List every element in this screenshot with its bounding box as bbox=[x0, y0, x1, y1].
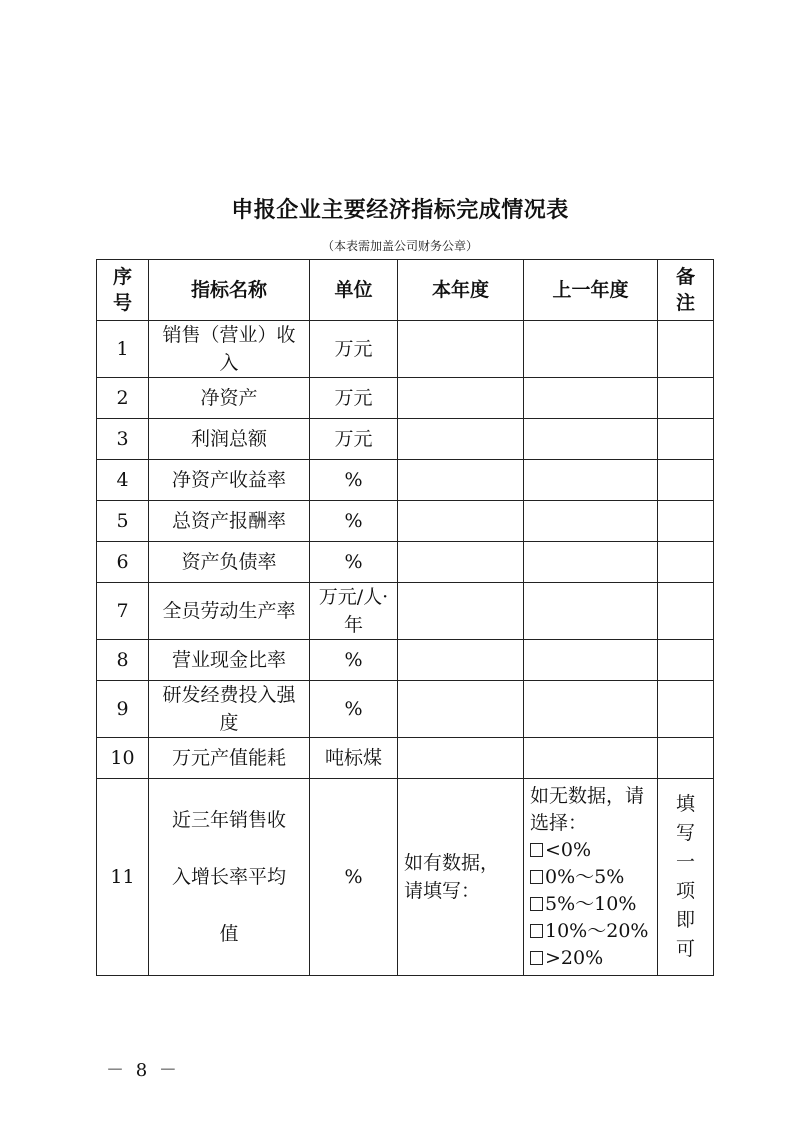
table-row bbox=[97, 460, 714, 501]
row-name: 利润总额 bbox=[149, 419, 310, 460]
last-year-cell[interactable] bbox=[524, 321, 658, 378]
header-this-year: 本年度 bbox=[398, 260, 524, 321]
row-seq: 11 bbox=[97, 779, 149, 976]
this-year-cell[interactable] bbox=[398, 419, 524, 460]
table-row bbox=[97, 681, 714, 738]
remark-cell[interactable] bbox=[658, 460, 714, 501]
row-seq: 8 bbox=[97, 640, 149, 681]
row-unit: 吨标煤 bbox=[310, 738, 398, 779]
row-seq: 4 bbox=[97, 460, 149, 501]
table-row bbox=[97, 419, 714, 460]
table-row bbox=[97, 542, 714, 583]
this-year-cell[interactable] bbox=[398, 738, 524, 779]
option-item[interactable]: 0%～5% bbox=[530, 864, 651, 891]
remark-note: 填写一项即可 bbox=[658, 779, 714, 976]
row-unit: % bbox=[310, 681, 398, 738]
header-unit: 单位 bbox=[310, 260, 398, 321]
row-seq: 3 bbox=[97, 419, 149, 460]
form-subtitle: （本表需加盖公司财务公章） bbox=[321, 239, 478, 253]
row-name-line: 入增长率平均 bbox=[171, 866, 286, 888]
row-unit: % bbox=[310, 640, 398, 681]
checkbox[interactable] bbox=[530, 924, 543, 938]
last-year-cell[interactable] bbox=[524, 738, 658, 779]
this-year-cell[interactable] bbox=[398, 460, 524, 501]
last-year-cell[interactable] bbox=[524, 378, 658, 419]
options-intro: 如无数据，请选择： bbox=[530, 784, 645, 834]
header-seq: 序号 bbox=[97, 260, 149, 321]
table-row bbox=[97, 378, 714, 419]
option-item[interactable]: >20% bbox=[530, 945, 651, 972]
page-number: － 8 － bbox=[106, 1060, 180, 1081]
row-seq: 9 bbox=[97, 681, 149, 738]
checkbox[interactable] bbox=[530, 897, 543, 911]
row-name: 净资产 bbox=[149, 378, 310, 419]
header-name: 指标名称 bbox=[149, 260, 310, 321]
remark-cell[interactable] bbox=[658, 738, 714, 779]
row-unit: % bbox=[310, 542, 398, 583]
row-seq: 10 bbox=[97, 738, 149, 779]
row-name: 万元产值能耗 bbox=[149, 738, 310, 779]
remark-cell[interactable] bbox=[658, 321, 714, 378]
row-unit: 万元 bbox=[310, 419, 398, 460]
row-name: 销售（营业）收入 bbox=[149, 321, 310, 378]
row-name: 全员劳动生产率 bbox=[149, 583, 310, 640]
row-name: 总资产报酬率 bbox=[149, 501, 310, 542]
header-row bbox=[97, 260, 714, 321]
row-name: 资产负债率 bbox=[149, 542, 310, 583]
row-name bbox=[149, 779, 310, 976]
table-row bbox=[97, 640, 714, 681]
this-year-instruction[interactable]: 如有数据，请填写： bbox=[398, 779, 524, 976]
row-seq: 6 bbox=[97, 542, 149, 583]
row-unit: 万元 bbox=[310, 321, 398, 378]
checkbox[interactable] bbox=[530, 870, 543, 884]
option-item[interactable]: 10%～20% bbox=[530, 918, 651, 945]
option-item[interactable]: <0% bbox=[530, 837, 651, 864]
row-seq: 5 bbox=[97, 501, 149, 542]
this-year-cell[interactable] bbox=[398, 321, 524, 378]
row-seq: 2 bbox=[97, 378, 149, 419]
row-seq: 7 bbox=[97, 583, 149, 640]
remark-cell[interactable] bbox=[658, 640, 714, 681]
form-title: 申报企业主要经济指标完成情况表 bbox=[231, 198, 569, 223]
economic-indicators-table bbox=[96, 259, 714, 976]
this-year-cell[interactable] bbox=[398, 378, 524, 419]
table-row bbox=[97, 583, 714, 640]
last-year-cell[interactable] bbox=[524, 583, 658, 640]
remark-cell[interactable] bbox=[658, 419, 714, 460]
table-row bbox=[97, 321, 714, 378]
last-year-cell[interactable] bbox=[524, 681, 658, 738]
row-name: 研发经费投入强度 bbox=[149, 681, 310, 738]
table-row-growth-rate bbox=[97, 779, 714, 976]
last-year-cell[interactable] bbox=[524, 460, 658, 501]
this-year-cell[interactable] bbox=[398, 583, 524, 640]
row-name: 净资产收益率 bbox=[149, 460, 310, 501]
row-name-line: 近三年销售收 bbox=[171, 809, 286, 831]
remark-cell[interactable] bbox=[658, 378, 714, 419]
last-year-options bbox=[524, 779, 658, 976]
table-row bbox=[97, 738, 714, 779]
last-year-cell[interactable] bbox=[524, 419, 658, 460]
checkbox[interactable] bbox=[530, 951, 543, 965]
header-remark: 备注 bbox=[658, 260, 714, 321]
remark-cell[interactable] bbox=[658, 501, 714, 542]
this-year-cell[interactable] bbox=[398, 542, 524, 583]
last-year-cell[interactable] bbox=[524, 640, 658, 681]
remark-cell[interactable] bbox=[658, 542, 714, 583]
row-unit: % bbox=[310, 460, 398, 501]
row-unit: % bbox=[310, 501, 398, 542]
row-unit: 万元 bbox=[310, 378, 398, 419]
remark-cell[interactable] bbox=[658, 681, 714, 738]
table-row bbox=[97, 501, 714, 542]
row-seq: 1 bbox=[97, 321, 149, 378]
last-year-cell[interactable] bbox=[524, 501, 658, 542]
header-last-year: 上一年度 bbox=[524, 260, 658, 321]
row-unit: % bbox=[310, 779, 398, 976]
this-year-cell[interactable] bbox=[398, 501, 524, 542]
row-unit: 万元/人·年 bbox=[310, 583, 398, 640]
option-item[interactable]: 5%～10% bbox=[530, 891, 651, 918]
this-year-cell[interactable] bbox=[398, 681, 524, 738]
last-year-cell[interactable] bbox=[524, 542, 658, 583]
checkbox[interactable] bbox=[530, 843, 543, 857]
row-name: 营业现金比率 bbox=[149, 640, 310, 681]
row-name-line: 值 bbox=[219, 923, 239, 945]
remark-cell[interactable] bbox=[658, 583, 714, 640]
this-year-cell[interactable] bbox=[398, 640, 524, 681]
